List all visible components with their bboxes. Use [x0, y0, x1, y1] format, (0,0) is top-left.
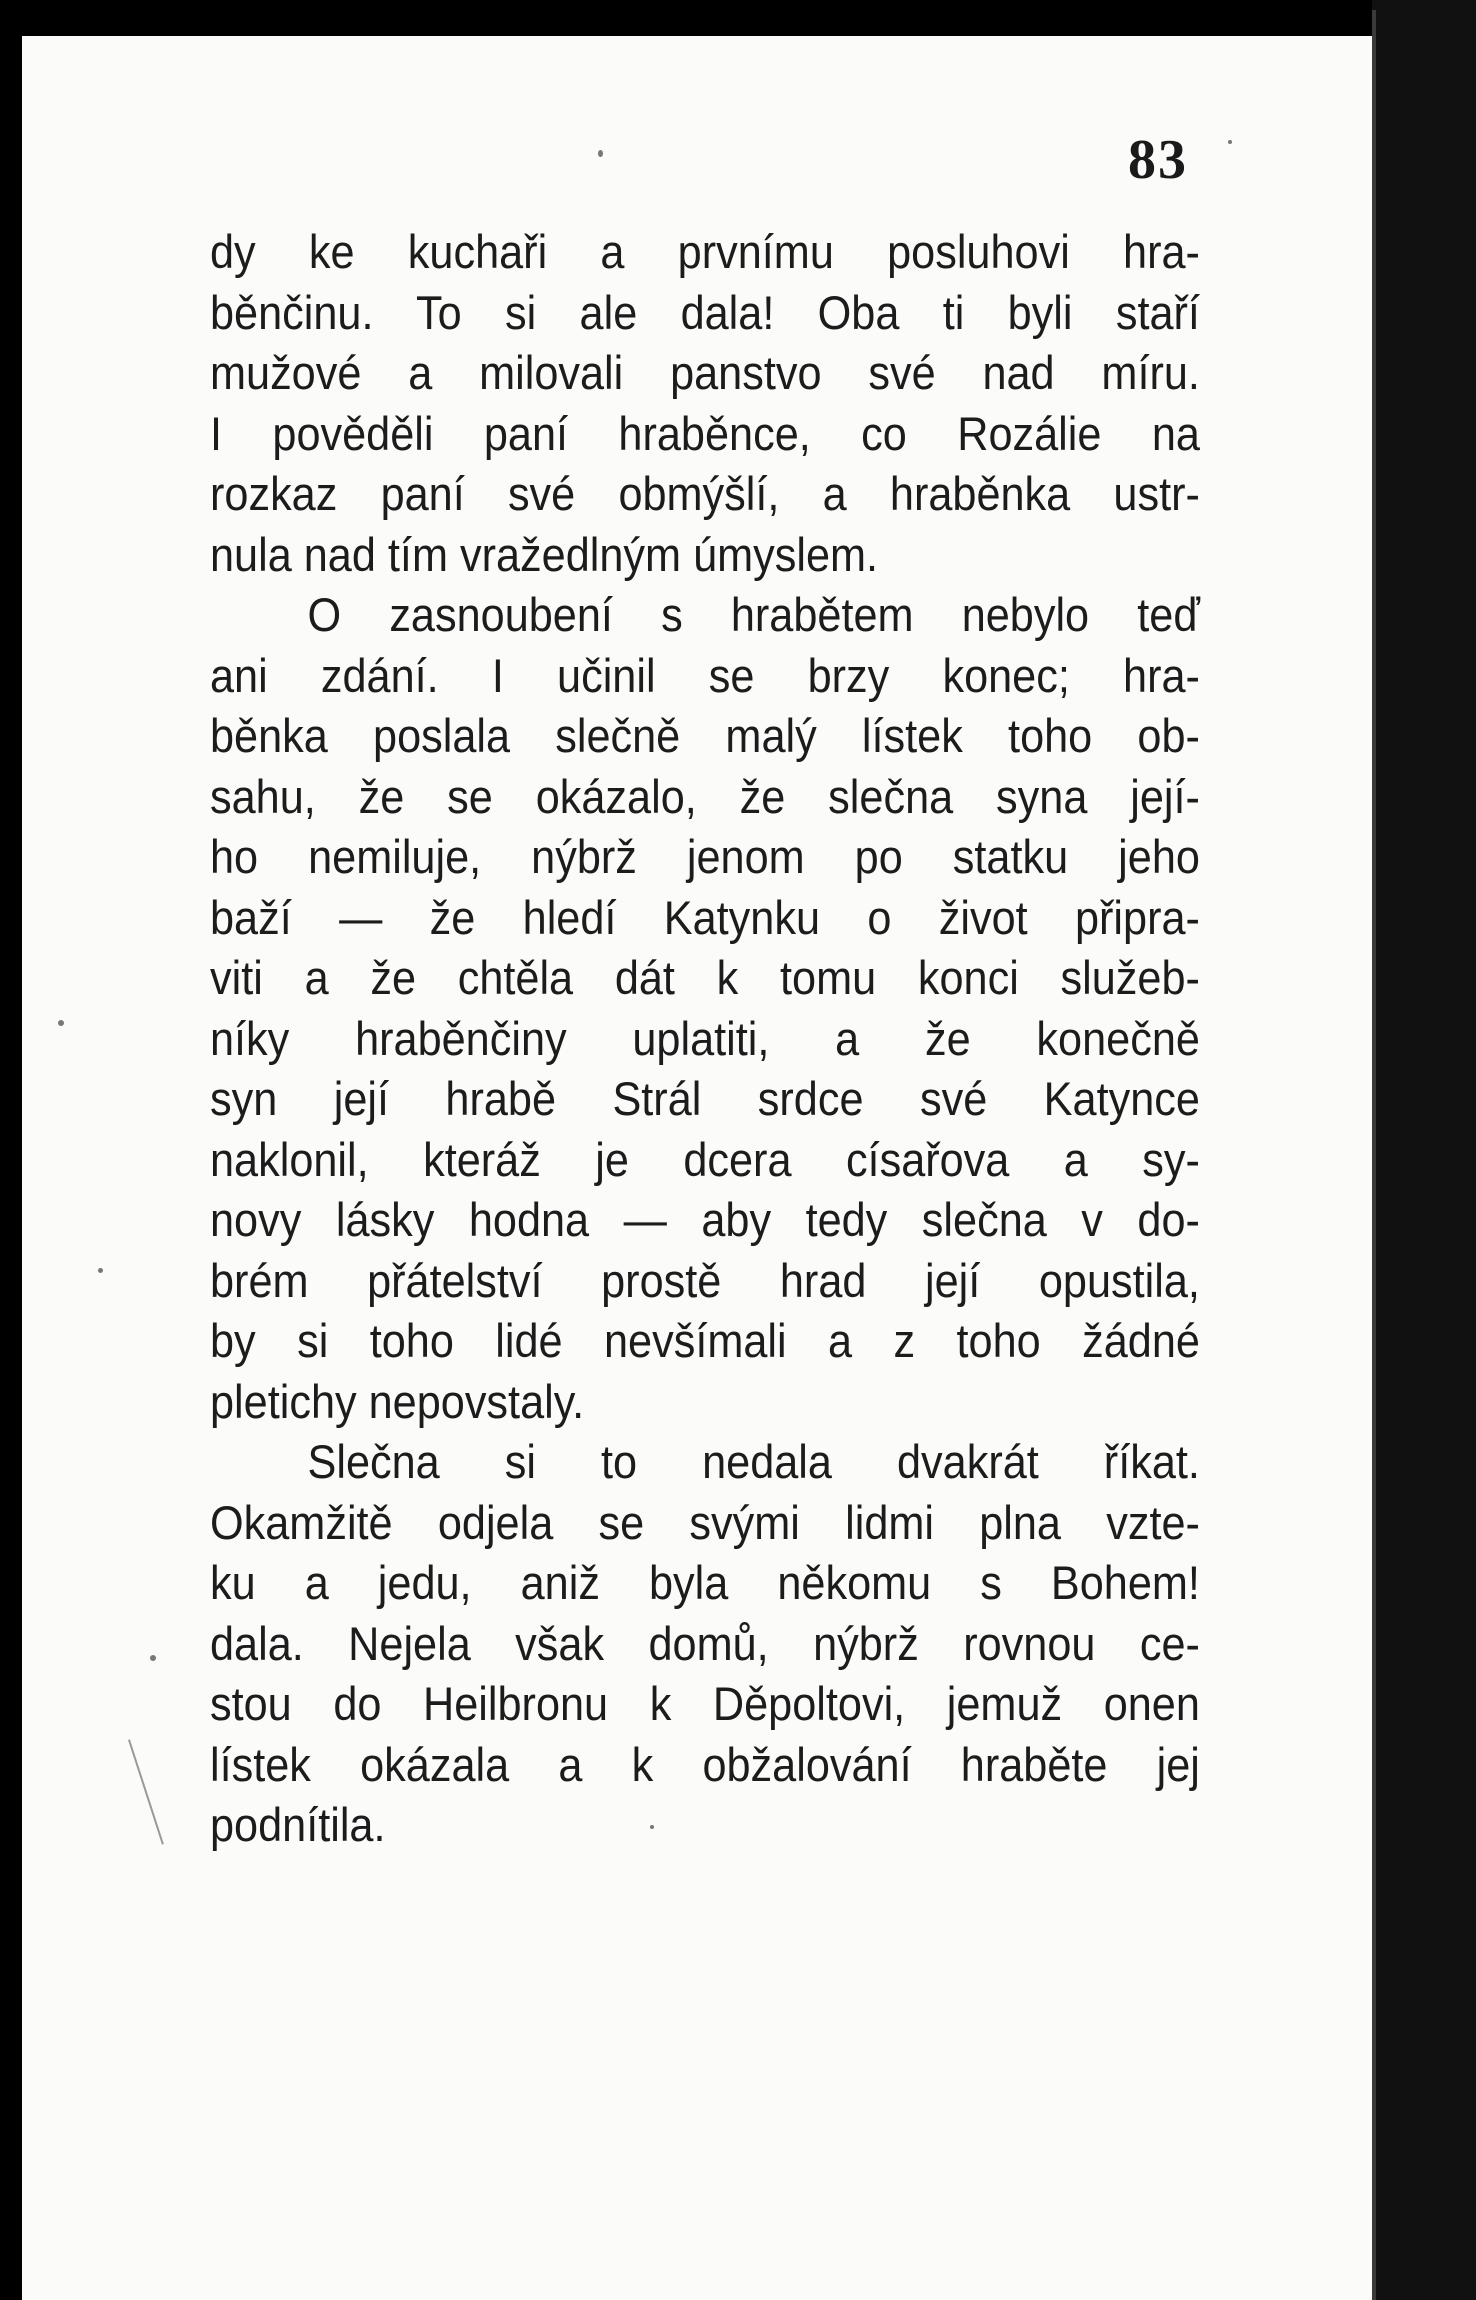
text-line: novy lásky hodna — aby tedy slečna v do-: [210, 1193, 1200, 1246]
text-line: pletichy nepovstaly.: [210, 1374, 585, 1428]
text-line: sahu, že se okázalo, že slečna syna její-: [210, 769, 1200, 823]
text-line: ho nemiluje, nýbrž jenom po statku jeho: [210, 830, 1200, 883]
text-line: baží — že hledí Katynku o život připra-: [210, 890, 1200, 944]
text-line: nula nad tím vražedlným úmyslem.: [210, 527, 879, 581]
scan-speck: [150, 1655, 156, 1661]
body-text: [210, 222, 1200, 1856]
text-line: mužové a milovali panstvo své nad míru.: [210, 346, 1200, 399]
text-line: naklonil, kteráž je dcera císařova a sy-: [210, 1132, 1200, 1186]
text-line: Slečna si to nedala dvakrát říkat.: [307, 1435, 1200, 1488]
text-line: ani zdání. I učinil se brzy konec; hra-: [210, 648, 1200, 702]
text-line: Okamžitě odjela se svými lidmi plna vzte-: [210, 1495, 1200, 1549]
text-line: stou do Heilbronu k Děpoltovi, jemuž onen: [210, 1677, 1200, 1730]
text-line: níky hraběnčiny uplatiti, a že konečně: [210, 1011, 1200, 1065]
scan-speck: [650, 1825, 654, 1829]
text-line: rozkaz paní své obmýšlí, a hraběnka ustr-: [210, 467, 1200, 520]
text-line: běnčinu. To si ale dala! Oba ti byli staří: [210, 285, 1200, 339]
page-edge-shadow: [1372, 10, 1376, 2300]
scan-speck: [98, 1268, 103, 1273]
text-line: dy ke kuchaři a prvnímu posluhovi hra-: [210, 225, 1200, 278]
text-line: ku a jedu, aniž byla někomu s Bohem!: [210, 1556, 1200, 1609]
scan-speck: [598, 150, 603, 157]
page-number: 83: [1128, 129, 1188, 191]
text-line: lístek okázala a k obžalování hraběte jej: [210, 1737, 1200, 1791]
scan-speck: [58, 1020, 64, 1026]
text-line: by si toho lidé nevšímali a z toho žádné: [210, 1314, 1200, 1367]
text-line: syn její hrabě Strál srdce své Katynce: [210, 1072, 1200, 1125]
text-line: viti a že chtěla dát k tomu konci služeb-: [210, 951, 1200, 1004]
text-line: podnítila.: [210, 1798, 386, 1851]
scan-speck: [1228, 140, 1232, 144]
text-line: běnka poslala slečně malý lístek toho ob-: [210, 709, 1200, 762]
text-line: brém přátelství prostě hrad její opustila,: [210, 1253, 1200, 1307]
text-line: I pověděli paní hraběnce, co Rozálie na: [210, 406, 1200, 460]
scan-border-right: [1372, 0, 1476, 2300]
text-line: dala. Nejela však domů, nýbrž rovnou ce-: [210, 1616, 1200, 1670]
text-line: O zasnoubení s hrabětem nebylo teď: [307, 588, 1200, 641]
